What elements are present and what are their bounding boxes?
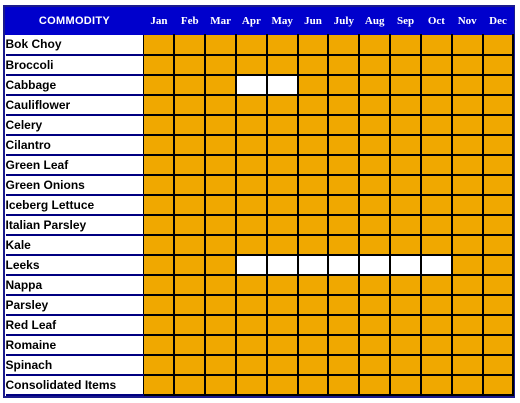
available-cell <box>390 295 421 315</box>
available-cell <box>452 355 483 375</box>
commodity-name: Italian Parsley <box>6 215 144 235</box>
available-cell <box>359 215 390 235</box>
available-cell <box>298 355 329 375</box>
available-cell <box>390 355 421 375</box>
commodity-name: Red Leaf <box>6 315 144 335</box>
available-cell <box>328 95 359 115</box>
available-cell <box>267 375 298 395</box>
available-cell <box>144 55 175 75</box>
available-cell <box>359 235 390 255</box>
available-cell <box>421 295 452 315</box>
available-cell <box>174 35 205 55</box>
available-cell <box>267 315 298 335</box>
table-row <box>6 255 514 275</box>
commodity-name: Leeks <box>6 255 144 275</box>
available-cell <box>144 235 175 255</box>
unavailable-cell <box>267 255 298 275</box>
available-cell <box>144 215 175 235</box>
available-cell <box>421 155 452 175</box>
available-cell <box>144 295 175 315</box>
available-cell <box>144 155 175 175</box>
available-cell <box>267 35 298 55</box>
available-cell <box>452 75 483 95</box>
available-cell <box>236 275 267 295</box>
available-cell <box>174 195 205 215</box>
available-cell <box>421 135 452 155</box>
available-cell <box>267 55 298 75</box>
available-cell <box>452 35 483 55</box>
available-cell <box>267 355 298 375</box>
available-cell <box>328 355 359 375</box>
available-cell <box>267 135 298 155</box>
available-cell <box>298 195 329 215</box>
available-cell <box>452 295 483 315</box>
available-cell <box>390 155 421 175</box>
available-cell <box>390 375 421 395</box>
available-cell <box>298 315 329 335</box>
available-cell <box>298 75 329 95</box>
available-cell <box>267 175 298 195</box>
available-cell <box>359 55 390 75</box>
available-cell <box>144 315 175 335</box>
available-cell <box>236 315 267 335</box>
available-cell <box>205 195 236 215</box>
month-header: Dec <box>483 8 514 35</box>
commodity-name: Cilantro <box>6 135 144 155</box>
available-cell <box>205 335 236 355</box>
commodity-name: Spinach <box>6 355 144 375</box>
available-cell <box>359 275 390 295</box>
table-row <box>6 215 514 235</box>
available-cell <box>328 135 359 155</box>
month-header: Oct <box>421 8 452 35</box>
available-cell <box>267 335 298 355</box>
month-header: Nov <box>452 8 483 35</box>
available-cell <box>174 155 205 175</box>
available-cell <box>359 135 390 155</box>
available-cell <box>298 275 329 295</box>
available-cell <box>390 195 421 215</box>
available-cell <box>359 195 390 215</box>
available-cell <box>236 335 267 355</box>
available-cell <box>483 255 514 275</box>
available-cell <box>144 335 175 355</box>
header-row <box>6 8 514 35</box>
available-cell <box>236 175 267 195</box>
table-row <box>6 335 514 355</box>
available-cell <box>298 135 329 155</box>
available-cell <box>390 315 421 335</box>
month-header: Mar <box>205 8 236 35</box>
available-cell <box>298 175 329 195</box>
available-cell <box>452 315 483 335</box>
available-cell <box>421 315 452 335</box>
available-cell <box>483 55 514 75</box>
available-cell <box>144 275 175 295</box>
available-cell <box>483 135 514 155</box>
available-cell <box>359 295 390 315</box>
available-cell <box>328 335 359 355</box>
available-cell <box>205 295 236 315</box>
available-cell <box>421 355 452 375</box>
available-cell <box>452 195 483 215</box>
available-cell <box>205 55 236 75</box>
available-cell <box>452 155 483 175</box>
unavailable-cell <box>267 75 298 95</box>
unavailable-cell <box>298 255 329 275</box>
available-cell <box>144 175 175 195</box>
available-cell <box>205 375 236 395</box>
available-cell <box>174 335 205 355</box>
table-row <box>6 175 514 195</box>
available-cell <box>390 335 421 355</box>
available-cell <box>236 95 267 115</box>
available-cell <box>205 175 236 195</box>
available-cell <box>298 95 329 115</box>
available-cell <box>359 375 390 395</box>
available-cell <box>483 95 514 115</box>
available-cell <box>236 115 267 135</box>
unavailable-cell <box>390 255 421 275</box>
available-cell <box>421 275 452 295</box>
table-row <box>6 375 514 395</box>
available-cell <box>298 215 329 235</box>
available-cell <box>483 275 514 295</box>
available-cell <box>421 195 452 215</box>
available-cell <box>359 175 390 195</box>
available-cell <box>236 215 267 235</box>
available-cell <box>174 375 205 395</box>
available-cell <box>174 55 205 75</box>
available-cell <box>328 55 359 75</box>
available-cell <box>144 75 175 95</box>
available-cell <box>205 75 236 95</box>
month-header: Feb <box>174 8 205 35</box>
available-cell <box>267 115 298 135</box>
available-cell <box>174 175 205 195</box>
commodity-name: Green Leaf <box>6 155 144 175</box>
available-cell <box>328 295 359 315</box>
available-cell <box>236 35 267 55</box>
available-cell <box>205 315 236 335</box>
available-cell <box>267 295 298 315</box>
available-cell <box>421 175 452 195</box>
available-cell <box>359 335 390 355</box>
commodity-name: Cauliflower <box>6 95 144 115</box>
available-cell <box>236 375 267 395</box>
table-row <box>6 35 514 55</box>
commodity-name: Green Onions <box>6 175 144 195</box>
available-cell <box>359 35 390 55</box>
commodity-name: Celery <box>6 115 144 135</box>
month-header: Aug <box>359 8 390 35</box>
available-cell <box>174 235 205 255</box>
available-cell <box>421 95 452 115</box>
available-cell <box>174 75 205 95</box>
unavailable-cell <box>236 75 267 95</box>
available-cell <box>205 115 236 135</box>
available-cell <box>174 215 205 235</box>
available-cell <box>483 75 514 95</box>
available-cell <box>452 135 483 155</box>
available-cell <box>452 275 483 295</box>
available-cell <box>483 195 514 215</box>
available-cell <box>390 95 421 115</box>
available-cell <box>174 95 205 115</box>
commodity-name: Consolidated Items <box>6 375 144 395</box>
available-cell <box>421 35 452 55</box>
available-cell <box>174 275 205 295</box>
available-cell <box>144 375 175 395</box>
available-cell <box>390 275 421 295</box>
available-cell <box>483 35 514 55</box>
commodity-name: Parsley <box>6 295 144 315</box>
table-row <box>6 155 514 175</box>
available-cell <box>328 215 359 235</box>
available-cell <box>328 175 359 195</box>
available-cell <box>267 95 298 115</box>
available-cell <box>421 75 452 95</box>
available-cell <box>452 335 483 355</box>
table-row <box>6 75 514 95</box>
month-header: May <box>267 8 298 35</box>
available-cell <box>421 335 452 355</box>
month-header: Sep <box>390 8 421 35</box>
available-cell <box>483 155 514 175</box>
available-cell <box>421 235 452 255</box>
available-cell <box>483 235 514 255</box>
available-cell <box>144 115 175 135</box>
available-cell <box>359 75 390 95</box>
available-cell <box>205 95 236 115</box>
available-cell <box>483 335 514 355</box>
available-cell <box>483 115 514 135</box>
available-cell <box>328 195 359 215</box>
available-cell <box>328 375 359 395</box>
table-row <box>6 275 514 295</box>
available-cell <box>421 55 452 75</box>
available-cell <box>267 195 298 215</box>
available-cell <box>205 235 236 255</box>
available-cell <box>174 315 205 335</box>
commodity-name: Romaine <box>6 335 144 355</box>
available-cell <box>483 315 514 335</box>
available-cell <box>205 275 236 295</box>
available-cell <box>359 155 390 175</box>
available-cell <box>298 115 329 135</box>
available-cell <box>267 235 298 255</box>
available-cell <box>328 235 359 255</box>
available-cell <box>390 235 421 255</box>
available-cell <box>359 115 390 135</box>
available-cell <box>452 175 483 195</box>
available-cell <box>205 255 236 275</box>
available-cell <box>421 115 452 135</box>
table-row <box>6 135 514 155</box>
available-cell <box>267 155 298 175</box>
table-row <box>6 55 514 75</box>
available-cell <box>205 35 236 55</box>
unavailable-cell <box>236 255 267 275</box>
available-cell <box>328 115 359 135</box>
available-cell <box>298 295 329 315</box>
table-row <box>6 355 514 375</box>
available-cell <box>328 35 359 55</box>
available-cell <box>236 355 267 375</box>
available-cell <box>483 215 514 235</box>
available-cell <box>328 155 359 175</box>
available-cell <box>390 55 421 75</box>
available-cell <box>483 355 514 375</box>
available-cell <box>390 215 421 235</box>
available-cell <box>298 55 329 75</box>
available-cell <box>390 115 421 135</box>
available-cell <box>144 35 175 55</box>
month-header: Jun <box>298 8 329 35</box>
table-row <box>6 315 514 335</box>
available-cell <box>144 95 175 115</box>
unavailable-cell <box>359 255 390 275</box>
available-cell <box>236 235 267 255</box>
commodity-name: Bok Choy <box>6 35 144 55</box>
commodity-name: Nappa <box>6 275 144 295</box>
available-cell <box>421 375 452 395</box>
available-cell <box>328 275 359 295</box>
available-cell <box>205 135 236 155</box>
available-cell <box>267 215 298 235</box>
available-cell <box>298 155 329 175</box>
available-cell <box>205 155 236 175</box>
unavailable-cell <box>328 255 359 275</box>
commodity-name: Kale <box>6 235 144 255</box>
available-cell <box>390 175 421 195</box>
available-cell <box>174 255 205 275</box>
available-cell <box>359 315 390 335</box>
available-cell <box>483 295 514 315</box>
available-cell <box>236 135 267 155</box>
available-cell <box>298 235 329 255</box>
month-header: Apr <box>236 8 267 35</box>
table-row <box>6 115 514 135</box>
table-row <box>6 95 514 115</box>
available-cell <box>359 355 390 375</box>
available-cell <box>298 375 329 395</box>
available-cell <box>452 235 483 255</box>
available-cell <box>144 255 175 275</box>
commodity-name: Broccoli <box>6 55 144 75</box>
available-cell <box>483 375 514 395</box>
available-cell <box>452 255 483 275</box>
available-cell <box>236 155 267 175</box>
available-cell <box>328 75 359 95</box>
available-cell <box>452 55 483 75</box>
available-cell <box>452 95 483 115</box>
available-cell <box>452 215 483 235</box>
available-cell <box>144 195 175 215</box>
availability-table <box>5 7 514 396</box>
table-row <box>6 195 514 215</box>
available-cell <box>236 55 267 75</box>
available-cell <box>144 355 175 375</box>
available-cell <box>390 35 421 55</box>
available-cell <box>174 135 205 155</box>
available-cell <box>298 35 329 55</box>
available-cell <box>452 115 483 135</box>
available-cell <box>174 115 205 135</box>
commodity-name: Cabbage <box>6 75 144 95</box>
commodity-header: COMMODITY <box>6 8 144 35</box>
month-header: July <box>328 8 359 35</box>
available-cell <box>236 295 267 315</box>
available-cell <box>390 135 421 155</box>
available-cell <box>328 315 359 335</box>
unavailable-cell <box>421 255 452 275</box>
table-row <box>6 295 514 315</box>
available-cell <box>390 75 421 95</box>
available-cell <box>452 375 483 395</box>
available-cell <box>144 135 175 155</box>
available-cell <box>267 275 298 295</box>
available-cell <box>174 355 205 375</box>
available-cell <box>359 95 390 115</box>
month-header: Jan <box>144 8 175 35</box>
available-cell <box>236 195 267 215</box>
table-body <box>6 35 514 395</box>
available-cell <box>174 295 205 315</box>
table-row <box>6 235 514 255</box>
available-cell <box>421 215 452 235</box>
available-cell <box>205 355 236 375</box>
available-cell <box>483 175 514 195</box>
available-cell <box>298 335 329 355</box>
available-cell <box>205 215 236 235</box>
commodity-name: Iceberg Lettuce <box>6 195 144 215</box>
